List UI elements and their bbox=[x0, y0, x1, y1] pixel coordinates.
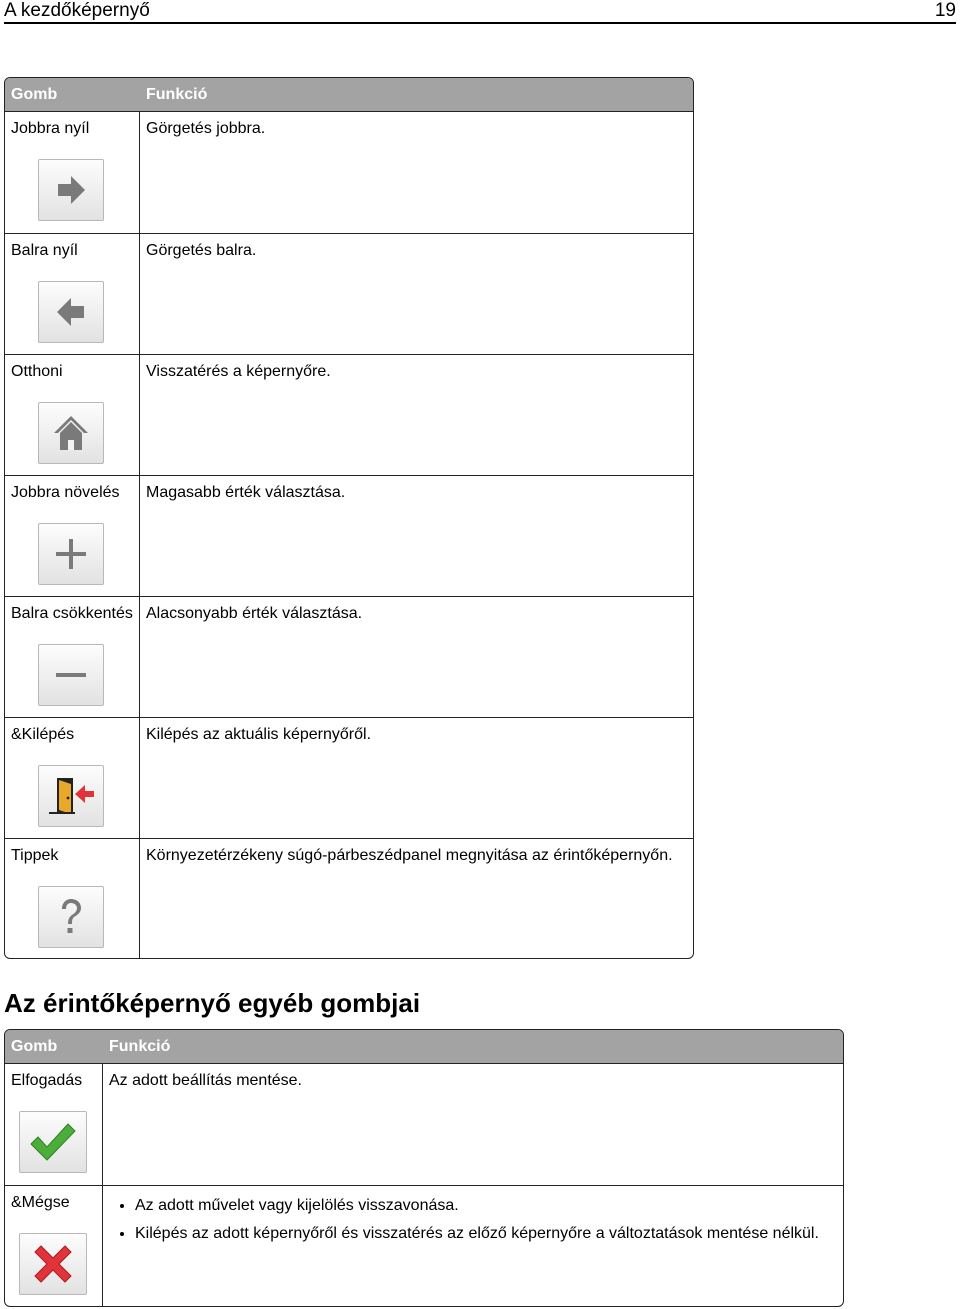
button-name: &Kilépés bbox=[11, 726, 75, 743]
button-name: Otthoni bbox=[11, 363, 63, 380]
arrow-right-icon[interactable] bbox=[38, 159, 104, 221]
arrow-left-icon[interactable] bbox=[38, 281, 104, 343]
button-function: Visszatérés a képernyőre. bbox=[146, 363, 331, 380]
column-header-function: Funkció bbox=[146, 85, 208, 103]
button-function: Görgetés jobbra. bbox=[146, 120, 266, 137]
page-number: 19 bbox=[934, 0, 956, 21]
button-function: Az adott beállítás mentése. bbox=[109, 1072, 302, 1089]
button-name: Elfogadás bbox=[11, 1072, 83, 1089]
table-row bbox=[5, 838, 693, 959]
column-header-function: Funkció bbox=[109, 1037, 171, 1055]
page-title: A kezdőképernyő bbox=[4, 0, 150, 21]
table-row bbox=[5, 596, 693, 717]
table-row bbox=[5, 354, 693, 475]
table-row bbox=[5, 475, 693, 596]
list-item: • Kilépés az adott képernyőről és visszatérés az előző képernyőre a változtatások mentése nélkül. bbox=[135, 1220, 819, 1248]
column-header-button: Gomb bbox=[11, 85, 58, 103]
table-row bbox=[5, 717, 693, 838]
button-name: Balra nyíl bbox=[11, 242, 78, 259]
cancel-x-icon[interactable] bbox=[19, 1233, 87, 1295]
table-row bbox=[5, 112, 693, 233]
section-heading: Az érintőképernyő egyéb gombjai bbox=[4, 988, 421, 1018]
button-function: Alacsonyabb érték választása. bbox=[146, 605, 363, 622]
home-icon[interactable] bbox=[38, 402, 104, 464]
exit-door-icon[interactable] bbox=[38, 765, 104, 827]
function-list bbox=[109, 1192, 819, 1248]
table-row bbox=[5, 1185, 843, 1306]
table-row bbox=[5, 1064, 843, 1185]
checkmark-icon[interactable] bbox=[19, 1111, 87, 1173]
button-name: Jobbra nyíl bbox=[11, 120, 90, 137]
plus-icon[interactable] bbox=[38, 523, 104, 585]
button-name: Tippek bbox=[11, 847, 59, 864]
button-function: Görgetés balra. bbox=[146, 242, 257, 259]
button-function: Magasabb érték választása. bbox=[146, 484, 346, 501]
question-mark-icon[interactable] bbox=[38, 886, 104, 948]
minus-icon[interactable] bbox=[38, 644, 104, 706]
button-name: Jobbra növelés bbox=[11, 484, 120, 501]
table-header bbox=[5, 78, 693, 112]
button-name: Balra csökkentés bbox=[11, 605, 133, 622]
buttons-table bbox=[4, 77, 694, 959]
list-item: • Az adott művelet vagy kijelölés visszavonása. bbox=[135, 1192, 819, 1220]
button-function: Környezetérzékeny súgó-párbeszédpanel megnyitása az érintőképernyőn. bbox=[146, 847, 673, 864]
button-function: Kilépés az aktuális képernyőről. bbox=[146, 726, 372, 743]
table-row bbox=[5, 233, 693, 354]
table-header bbox=[5, 1030, 843, 1064]
page-header bbox=[4, 0, 956, 24]
other-buttons-table bbox=[4, 1029, 844, 1307]
column-header-button: Gomb bbox=[11, 1037, 58, 1055]
button-name: &Mégse bbox=[11, 1194, 70, 1211]
